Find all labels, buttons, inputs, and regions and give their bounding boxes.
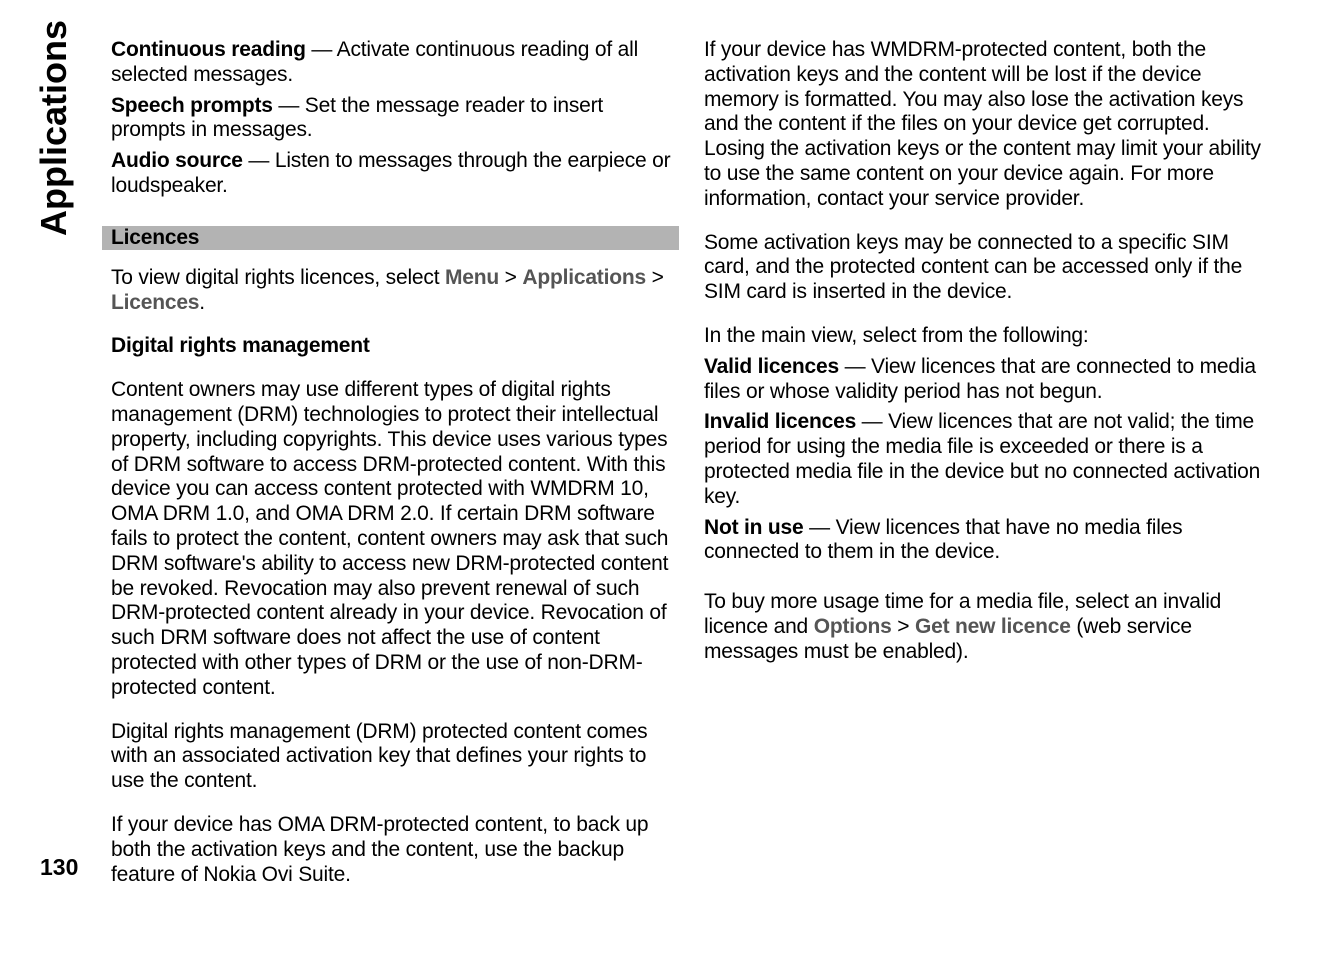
paragraph-sim-keys: Some activation keys may be connected to a specific SIM card, and the protected content can be accessed only if the SIM card is inserted in the device. [704, 230, 1243, 304]
option-description: — View licences that are not valid; the time period for using the media file is exceeded or there is a protected media file in the device but no connected activation key. [704, 410, 1261, 508]
menu-path-menu: Menu [444, 265, 500, 289]
menu-path-options: Options [813, 614, 892, 638]
buy-text-end: (web service messages must be enabled). [704, 614, 1192, 663]
paragraph-buy-usage [704, 590, 1270, 664]
option-description: — Listen to messages through the earpiece or loudspeaker. [111, 149, 671, 197]
subheading-drm: Digital rights management [111, 334, 370, 358]
buy-text: To buy more usage time for a media file, select an invalid licence and [704, 590, 1222, 638]
option-term: Valid licences [704, 354, 839, 378]
option-entry-valid-licences [704, 355, 1270, 405]
path-separator: > [891, 614, 915, 638]
option-description: — Activate continuous reading of all selected messages. [111, 38, 639, 86]
option-term: Audio source [111, 149, 243, 173]
menu-path-get-new-licence: Get new licence [914, 614, 1071, 638]
section-heading-licences: Licences [102, 226, 679, 250]
option-term: Not in use [704, 515, 804, 539]
paragraph-drm-overview: Content owners may use different types of digital rights management (DRM) technologies to protect their intellectual property, including copyrights. This device uses various types of DRM software to access DRM-protected content. With this device you can access content protected with WMDRM 10, OMA DRM 1.0, and OMA DRM 2.0. If certain DRM software fails to protect the content, content owners may ask that such DRM software's ability to access new DRM-protected content be revoked. Revocation may also prevent renewal of such DRM-protected content already in your device. Revocation of such DRM software does not affect the use of content protected with other types of DRM or the use of non-DRM-protected content. [111, 378, 669, 699]
intro-end: . [199, 290, 205, 314]
intro-text: To view digital rights licences, select [111, 265, 445, 289]
paragraph-backup: If your device has OMA DRM-protected content, to back up both the activation keys and the content, use the backup feature of Nokia Ovi Suite. [111, 812, 649, 886]
option-description: — View licences that are connected to media files or whose validity period has not begun. [704, 354, 1256, 403]
option-entry-invalid-licences [704, 410, 1270, 509]
option-term: Speech prompts [111, 93, 273, 117]
option-description: — Set the message reader to insert prompts in messages. [111, 93, 604, 142]
option-term: Continuous reading [111, 38, 306, 61]
paragraph-wmdrm: If your device has WMDRM-protected content, both the activation keys and the content will be lost if the device memory is formatted. You may also lose the activation keys and the content if the files on your device get corrupted. Losing the activation keys or the content may limit your ability to use the same content on your device again. For more information, contact your service provider. [704, 38, 1261, 210]
option-term: Invalid licences [704, 410, 857, 434]
path-separator: > [499, 265, 523, 289]
menu-path-licences: Licences [111, 290, 200, 314]
option-description: — View licences that have no media files connected to them in the device. [704, 515, 1183, 564]
paragraph-activation-key: Digital rights management (DRM) protected content comes with an associated activation key that defines your rights to use the content. [111, 719, 648, 793]
right-column [704, 38, 1270, 684]
licences-intro [111, 266, 677, 316]
option-entry-audio-source [111, 149, 677, 199]
option-entry-speech-prompts [111, 94, 677, 144]
menu-path-applications: Applications [522, 265, 646, 289]
left-column [111, 38, 677, 906]
option-entry-not-in-use [704, 516, 1270, 566]
section-side-title: Applications [33, 19, 74, 236]
path-separator: > [645, 265, 664, 289]
paragraph-main-view: In the main view, select from the following: [704, 323, 1089, 347]
option-entry-continuous-reading [111, 38, 677, 88]
page-number: 130 [40, 854, 79, 880]
